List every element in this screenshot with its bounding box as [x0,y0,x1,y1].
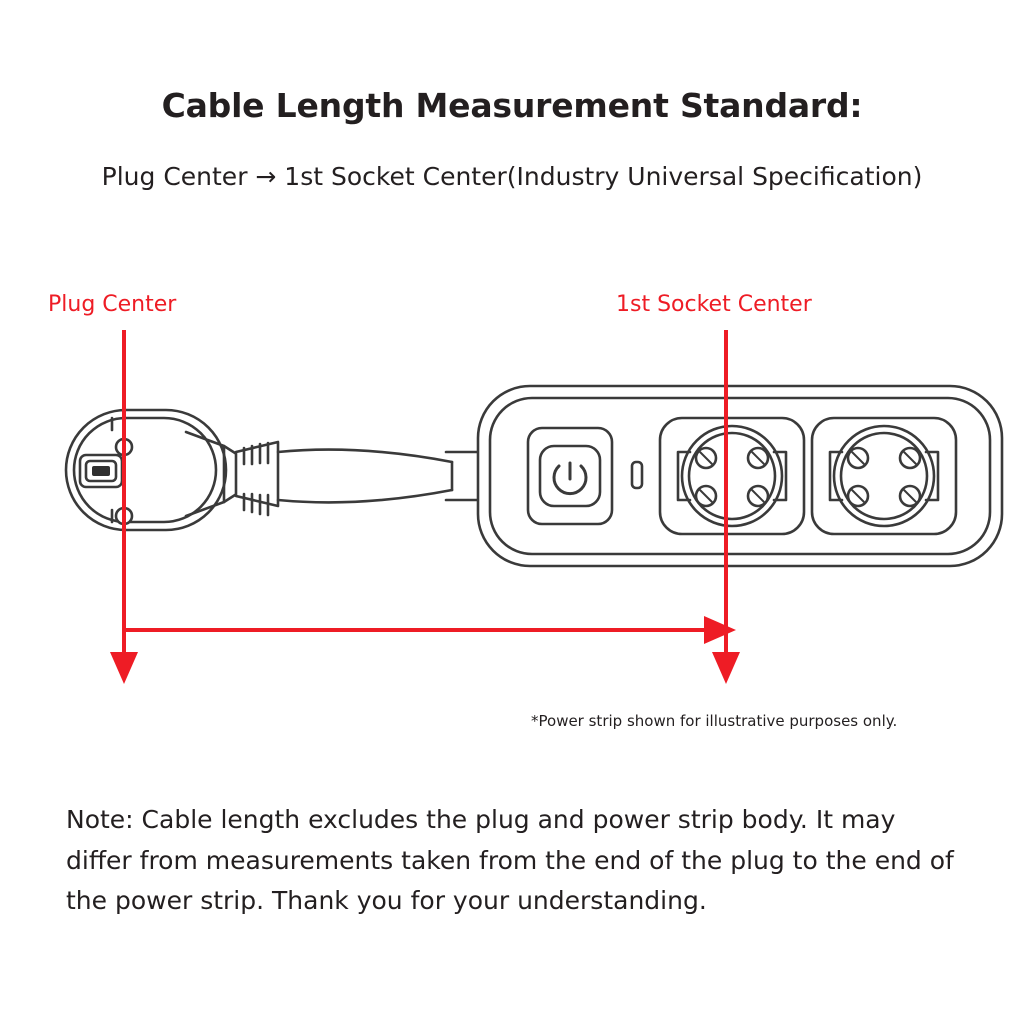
illustration-footnote: *Power strip shown for illustrative purposes only. [531,712,898,730]
plug-center-label: Plug Center [48,292,177,317]
cable-strain-relief-icon [236,442,278,515]
measurement-note: Note: Cable length excludes the plug and power strip body. It may differ from measurements taken from the end of the plug to the end of the power strip. Thank you for your understanding. [66,805,954,915]
measurement-arrow [124,616,736,644]
power-cable-icon [278,450,480,503]
page-subtitle: Plug Center → 1st Socket Center(Industry Universal Specification) [101,162,923,191]
socket-center-label: 1st Socket Center [616,292,812,317]
power-strip-icon [478,386,1002,566]
page-title: Cable Length Measurement Standard: [161,86,863,125]
schuko-plug-icon [66,410,246,530]
